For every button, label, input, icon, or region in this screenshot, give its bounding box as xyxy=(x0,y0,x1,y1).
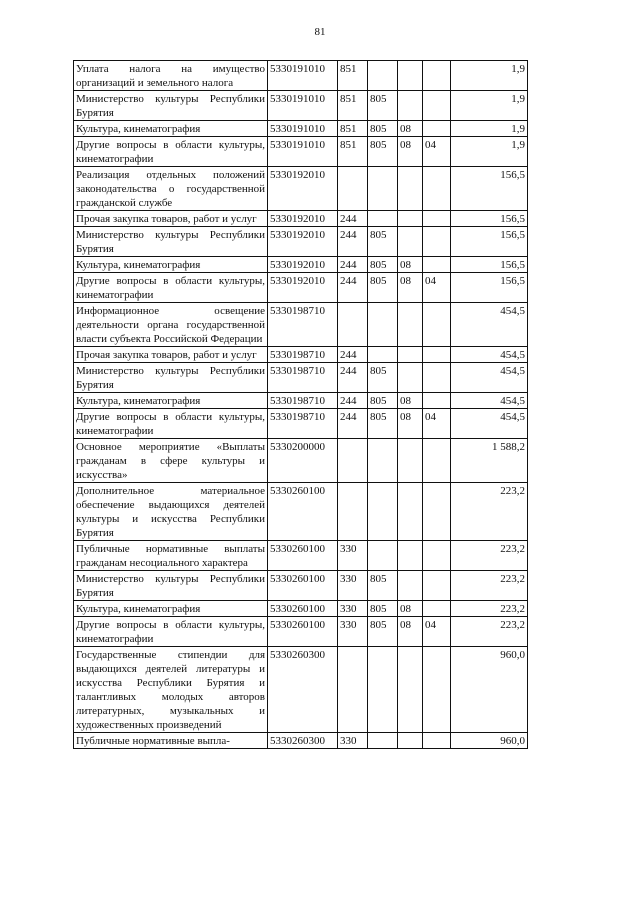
amount-cell: 960,0 xyxy=(451,647,528,733)
expense-type-cell: 244 xyxy=(338,393,368,409)
table-row xyxy=(74,91,528,121)
subsection-cell: 04 xyxy=(423,137,451,167)
subsection-cell xyxy=(423,393,451,409)
ministry-code-cell: 805 xyxy=(368,121,398,137)
table-row xyxy=(74,61,528,91)
table-row xyxy=(74,541,528,571)
target-article-cell: 5330191010 xyxy=(268,91,338,121)
subsection-cell xyxy=(423,571,451,601)
target-article-cell: 5330260300 xyxy=(268,647,338,733)
section-cell: 08 xyxy=(398,601,423,617)
target-article-cell: 5330260100 xyxy=(268,617,338,647)
section-cell xyxy=(398,571,423,601)
subsection-cell xyxy=(423,347,451,363)
table-row xyxy=(74,733,528,749)
table-row xyxy=(74,363,528,393)
subsection-cell: 04 xyxy=(423,409,451,439)
target-article-cell: 5330192010 xyxy=(268,211,338,227)
expense-type-cell: 244 xyxy=(338,409,368,439)
ministry-code-cell: 805 xyxy=(368,393,398,409)
expense-type-cell: 851 xyxy=(338,137,368,167)
expense-name-cell: Прочая закупка товаров, работ и услуг xyxy=(74,347,268,363)
amount-cell: 223,2 xyxy=(451,541,528,571)
subsection-cell xyxy=(423,121,451,137)
expense-name-cell: Культура, кинематография xyxy=(74,257,268,273)
subsection-cell xyxy=(423,439,451,483)
section-cell: 08 xyxy=(398,273,423,303)
amount-cell: 223,2 xyxy=(451,571,528,601)
subsection-cell xyxy=(423,647,451,733)
target-article-cell: 5330260100 xyxy=(268,483,338,541)
expense-type-cell: 244 xyxy=(338,273,368,303)
ministry-code-cell: 805 xyxy=(368,137,398,167)
section-cell xyxy=(398,61,423,91)
expense-type-cell: 330 xyxy=(338,541,368,571)
amount-cell: 156,5 xyxy=(451,227,528,257)
expense-type-cell xyxy=(338,483,368,541)
subsection-cell: 04 xyxy=(423,273,451,303)
subsection-cell: 04 xyxy=(423,617,451,647)
table-row xyxy=(74,121,528,137)
expense-name-cell: Публичные нормативные выплаты гражданам несоциального характера xyxy=(74,541,268,571)
expense-type-cell: 244 xyxy=(338,347,368,363)
table-row xyxy=(74,601,528,617)
target-article-cell: 5330191010 xyxy=(268,137,338,167)
table-row xyxy=(74,347,528,363)
expense-type-cell: 244 xyxy=(338,227,368,257)
section-cell xyxy=(398,541,423,571)
table-row xyxy=(74,273,528,303)
target-article-cell: 5330260300 xyxy=(268,733,338,749)
target-article-cell: 5330198710 xyxy=(268,363,338,393)
budget-table xyxy=(73,60,528,749)
expense-name-cell: Дополнительное материальное обеспечение выдающихся деятелей культуры и искусства Республики Бурятия xyxy=(74,483,268,541)
target-article-cell: 5330191010 xyxy=(268,121,338,137)
table-row xyxy=(74,211,528,227)
subsection-cell xyxy=(423,541,451,571)
ministry-code-cell: 805 xyxy=(368,91,398,121)
section-cell xyxy=(398,91,423,121)
expense-type-cell: 330 xyxy=(338,571,368,601)
amount-cell: 223,2 xyxy=(451,617,528,647)
expense-name-cell: Культура, кинематография xyxy=(74,121,268,137)
subsection-cell xyxy=(423,733,451,749)
expense-name-cell: Публичные нормативные выпла- xyxy=(74,733,268,749)
section-cell: 08 xyxy=(398,617,423,647)
expense-type-cell xyxy=(338,439,368,483)
table-row xyxy=(74,303,528,347)
target-article-cell: 5330191010 xyxy=(268,61,338,91)
expense-type-cell: 330 xyxy=(338,601,368,617)
subsection-cell xyxy=(423,91,451,121)
table-row xyxy=(74,617,528,647)
expense-name-cell: Культура, кинематография xyxy=(74,601,268,617)
table-row xyxy=(74,257,528,273)
section-cell xyxy=(398,647,423,733)
expense-type-cell: 244 xyxy=(338,363,368,393)
amount-cell: 1 588,2 xyxy=(451,439,528,483)
amount-cell: 1,9 xyxy=(451,61,528,91)
expense-name-cell: Министерство культуры Республики Бурятия xyxy=(74,363,268,393)
target-article-cell: 5330260100 xyxy=(268,601,338,617)
subsection-cell xyxy=(423,211,451,227)
ministry-code-cell: 805 xyxy=(368,227,398,257)
table-row xyxy=(74,483,528,541)
section-cell xyxy=(398,439,423,483)
expense-name-cell: Министерство культуры Республики Бурятия xyxy=(74,571,268,601)
subsection-cell xyxy=(423,227,451,257)
amount-cell: 156,5 xyxy=(451,273,528,303)
ministry-code-cell xyxy=(368,647,398,733)
ministry-code-cell: 805 xyxy=(368,571,398,601)
target-article-cell: 5330192010 xyxy=(268,167,338,211)
expense-name-cell: Информационное освещение деятельности органа государственной власти субъекта Российской Федерации xyxy=(74,303,268,347)
section-cell xyxy=(398,733,423,749)
section-cell: 08 xyxy=(398,257,423,273)
subsection-cell xyxy=(423,303,451,347)
target-article-cell: 5330200000 xyxy=(268,439,338,483)
subsection-cell xyxy=(423,61,451,91)
target-article-cell: 5330260100 xyxy=(268,541,338,571)
target-article-cell: 5330198710 xyxy=(268,393,338,409)
target-article-cell: 5330192010 xyxy=(268,273,338,303)
ministry-code-cell xyxy=(368,483,398,541)
expense-name-cell: Культура, кинематография xyxy=(74,393,268,409)
budget-table-body xyxy=(74,61,528,749)
table-row xyxy=(74,137,528,167)
ministry-code-cell xyxy=(368,541,398,571)
expense-type-cell: 330 xyxy=(338,617,368,647)
target-article-cell: 5330198710 xyxy=(268,303,338,347)
ministry-code-cell xyxy=(368,167,398,211)
expense-name-cell: Уплата налога на имущество организаций и земельного налога xyxy=(74,61,268,91)
section-cell: 08 xyxy=(398,121,423,137)
subsection-cell xyxy=(423,363,451,393)
expense-name-cell: Другие вопросы в области культуры, кинематографии xyxy=(74,137,268,167)
target-article-cell: 5330192010 xyxy=(268,257,338,273)
expense-type-cell: 851 xyxy=(338,61,368,91)
ministry-code-cell xyxy=(368,439,398,483)
ministry-code-cell: 805 xyxy=(368,601,398,617)
amount-cell: 1,9 xyxy=(451,137,528,167)
section-cell xyxy=(398,167,423,211)
ministry-code-cell xyxy=(368,347,398,363)
target-article-cell: 5330198710 xyxy=(268,409,338,439)
section-cell: 08 xyxy=(398,137,423,167)
target-article-cell: 5330198710 xyxy=(268,347,338,363)
table-row xyxy=(74,571,528,601)
section-cell: 08 xyxy=(398,393,423,409)
expense-name-cell: Прочая закупка товаров, работ и услуг xyxy=(74,211,268,227)
ministry-code-cell: 805 xyxy=(368,617,398,647)
expense-name-cell: Другие вопросы в области культуры, кинематографии xyxy=(74,409,268,439)
ministry-code-cell: 805 xyxy=(368,257,398,273)
ministry-code-cell xyxy=(368,303,398,347)
subsection-cell xyxy=(423,257,451,273)
expense-name-cell: Реализация отдельных положений законодательства о государственной гражданской службе xyxy=(74,167,268,211)
amount-cell: 223,2 xyxy=(451,601,528,617)
expense-name-cell: Министерство культуры Республики Бурятия xyxy=(74,91,268,121)
amount-cell: 156,5 xyxy=(451,257,528,273)
section-cell xyxy=(398,483,423,541)
ministry-code-cell xyxy=(368,61,398,91)
ministry-code-cell xyxy=(368,211,398,227)
expense-name-cell: Другие вопросы в области культуры, кинематографии xyxy=(74,273,268,303)
table-row xyxy=(74,167,528,211)
table-row xyxy=(74,439,528,483)
table-row xyxy=(74,393,528,409)
expense-type-cell: 244 xyxy=(338,257,368,273)
table-row xyxy=(74,409,528,439)
section-cell: 08 xyxy=(398,409,423,439)
amount-cell: 454,5 xyxy=(451,393,528,409)
subsection-cell xyxy=(423,601,451,617)
section-cell xyxy=(398,227,423,257)
section-cell xyxy=(398,347,423,363)
expense-type-cell xyxy=(338,647,368,733)
table-row xyxy=(74,647,528,733)
expense-type-cell: 851 xyxy=(338,91,368,121)
expense-name-cell: Другие вопросы в области культуры, кинематографии xyxy=(74,617,268,647)
amount-cell: 960,0 xyxy=(451,733,528,749)
section-cell xyxy=(398,303,423,347)
amount-cell: 454,5 xyxy=(451,363,528,393)
amount-cell: 223,2 xyxy=(451,483,528,541)
section-cell xyxy=(398,211,423,227)
expense-name-cell: Основное мероприятие «Выплаты гражданам в сфере культуры и искусства» xyxy=(74,439,268,483)
target-article-cell: 5330260100 xyxy=(268,571,338,601)
ministry-code-cell: 805 xyxy=(368,363,398,393)
page-number: 81 xyxy=(314,26,326,38)
amount-cell: 454,5 xyxy=(451,303,528,347)
expense-name-cell: Министерство культуры Республики Бурятия xyxy=(74,227,268,257)
ministry-code-cell: 805 xyxy=(368,273,398,303)
target-article-cell: 5330192010 xyxy=(268,227,338,257)
expense-type-cell: 851 xyxy=(338,121,368,137)
amount-cell: 1,9 xyxy=(451,91,528,121)
subsection-cell xyxy=(423,167,451,211)
ministry-code-cell: 805 xyxy=(368,409,398,439)
amount-cell: 156,5 xyxy=(451,211,528,227)
section-cell xyxy=(398,363,423,393)
expense-type-cell xyxy=(338,303,368,347)
amount-cell: 1,9 xyxy=(451,121,528,137)
subsection-cell xyxy=(423,483,451,541)
expense-type-cell: 244 xyxy=(338,211,368,227)
expense-type-cell: 330 xyxy=(338,733,368,749)
table-row xyxy=(74,227,528,257)
amount-cell: 156,5 xyxy=(451,167,528,211)
expense-type-cell xyxy=(338,167,368,211)
expense-name-cell: Государственные стипендии для выдающихся деятелей литературы и искусства Республики Бурятия и талантливых молодых авторов литературных, музыкальных и художественных произведений xyxy=(74,647,268,733)
ministry-code-cell xyxy=(368,733,398,749)
amount-cell: 454,5 xyxy=(451,347,528,363)
amount-cell: 454,5 xyxy=(451,409,528,439)
